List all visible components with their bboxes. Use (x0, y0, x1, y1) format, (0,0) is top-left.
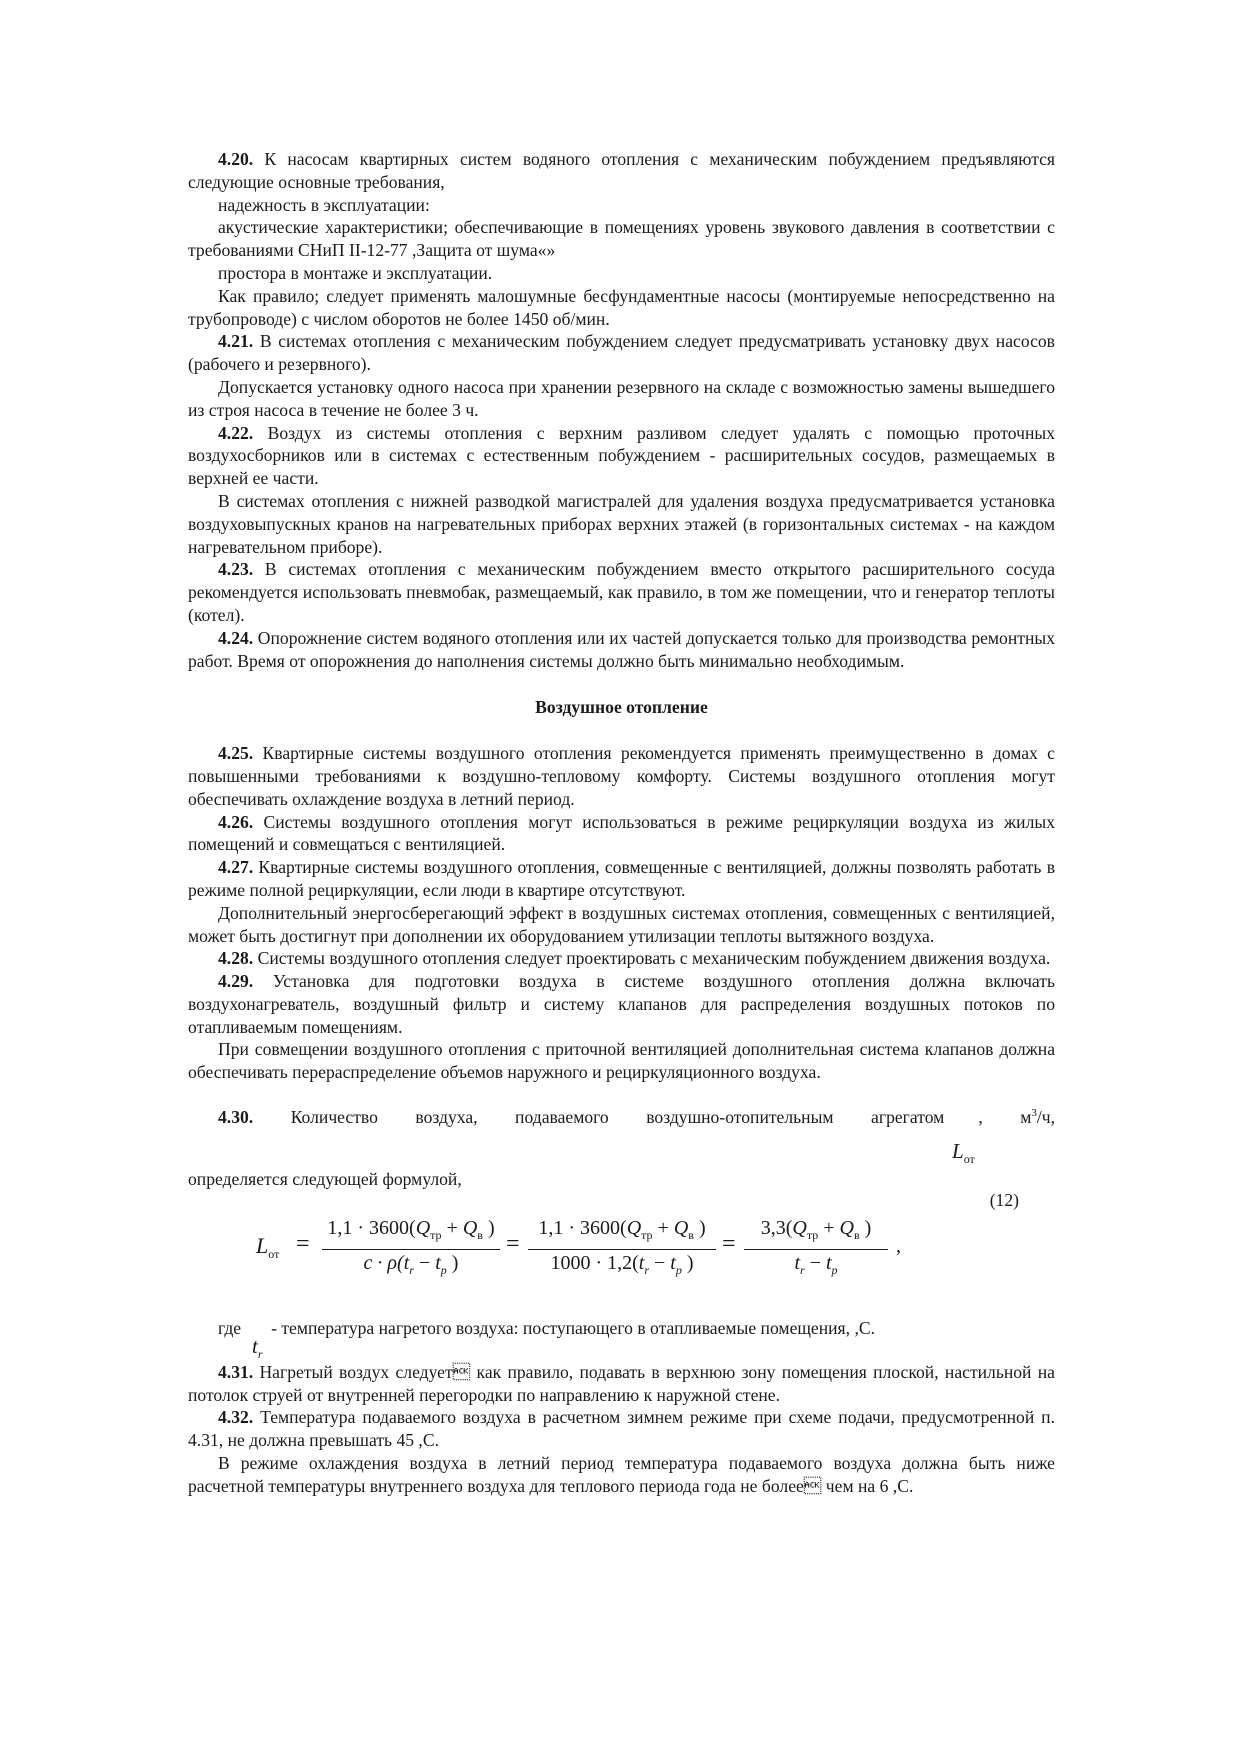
paragraph-text: Дополнительный энергосберегающий эффект в воздушных системах отопления, совмещенных с вентиляцией, может быть достигнут при дополнении их оборудованием утилизации теплоты вытяжного воздуха. (188, 902, 1055, 946)
clause-number: 4.24. (218, 627, 254, 648)
symbol: Q (462, 1216, 478, 1239)
paragraph (188, 194, 1055, 217)
paragraph (188, 490, 1055, 558)
paragraph (188, 1361, 1055, 1407)
symbol-subscript: от (963, 1151, 975, 1166)
paragraph (188, 856, 1055, 902)
subscript: r (409, 1262, 414, 1277)
text: ) (446, 1251, 459, 1274)
paragraph-text: В системах отопления с нижней разводкой магистралей для удаления воздуха предусматривается установка воздуховыпускных кранов на нагревательных приборах верхних этажей (в горизонтальных системах - на каждом нагревательном приборе). (188, 490, 1055, 557)
symbol-subscript: от (268, 1246, 280, 1261)
section-water-heating (188, 148, 1055, 672)
symbol: Q (792, 1216, 807, 1239)
paragraph-text: К насосам квартирных систем водяного отопления с механическим побуждением предъявляются следующие основные требования, (188, 149, 1055, 192)
section-heading: Воздушное отопление (535, 697, 708, 718)
subscript: p (675, 1262, 682, 1277)
symbol-letter: t (252, 1333, 258, 1358)
paragraph (188, 330, 1055, 376)
formula-12 (256, 1217, 1016, 1309)
subscript: тр (430, 1227, 442, 1242)
fraction-denominator (528, 1249, 716, 1282)
symbol: t (825, 1251, 832, 1274)
paragraph-text: Системы воздушного отопления следует проектировать с механическим побуждением движения воздуха. (253, 948, 1051, 969)
paragraph (188, 902, 1055, 948)
symbol: Q (415, 1216, 431, 1239)
symbol: t (435, 1251, 441, 1274)
clause-number: 4.28. (218, 948, 254, 969)
paragraph (188, 376, 1055, 422)
text: c · ρ( (363, 1251, 404, 1274)
clause-number: 4.30. (218, 1106, 254, 1127)
paragraph-text: В режиме охлаждения воздуха в летний период температура подаваемого воздуха должна быть ниже расчетной температуры внутреннего воздуха для теплового периода года не более чем на 6 ,С. (188, 1452, 1055, 1496)
operator: + (818, 1216, 840, 1239)
symbol: Q (839, 1216, 854, 1239)
paragraph-text: Допускается установку одного насоса при хранении резервного на складе с возможностью замены вышедшего из строя насоса в течение не более 3 ч. (188, 376, 1055, 420)
paragraph-text: надежность в эксплуатации: (218, 194, 430, 215)
paragraph-4-30 (188, 1102, 1055, 1129)
paragraph-text: акустические характеристики; обеспечивающие в помещениях уровень звукового давления в соответствии с требованиями СНиП II-12-77 ,Защита от шума«» (188, 217, 1055, 261)
where-description: - температура нагретого воздуха: поступающего в отапливаемые помещения, ,С. (271, 1317, 875, 1338)
equals-sign: = (722, 1230, 736, 1257)
paragraph-text: В системах отопления с механическим побуждением вместо открытого расширительного сосуда рекомендуется использовать пневмобак, размещаемый, как правило, в том же помещении, что и генератор теплоты (котел). (188, 559, 1055, 625)
formula-comma: , (896, 1234, 901, 1257)
text: 1,1 · 3600( (327, 1216, 416, 1239)
clause-number: 4.26. (218, 811, 254, 832)
formula-block (188, 1191, 1055, 1317)
paragraph (188, 1452, 1055, 1498)
subscript: в (688, 1227, 694, 1242)
subscript: в (477, 1227, 483, 1242)
fraction-numerator (528, 1217, 716, 1249)
where-text (188, 1317, 1055, 1340)
fraction-3 (744, 1217, 888, 1282)
paragraph (188, 285, 1055, 331)
equals-sign: = (296, 1230, 310, 1257)
text: ) (859, 1216, 872, 1239)
paragraph-text: Нагретый воздух следует как правило, подавать в верхнюю зону помещения плоской, настильной на потолок струей от внутренней перегородки по направлению к наружной стене. (188, 1361, 1055, 1405)
where-clause (188, 1317, 1055, 1361)
operator: + (441, 1216, 463, 1239)
operator: − (804, 1251, 826, 1274)
paragraph-text: Системы воздушного отопления могут использоваться в режиме рециркуляции воздуха из жилых помещений и совмещаться с вентиляцией. (188, 811, 1055, 855)
paragraph (188, 216, 1055, 262)
paragraph-text: Установка для подготовки воздуха в системе воздушного отопления должна включать воздухонагреватель, воздушный фильтр и систему клапанов для распределения воздушных потоков по отапливаемым помещениям. (188, 971, 1055, 1037)
subscript: p (440, 1262, 447, 1277)
symbol: Q (626, 1216, 642, 1239)
text: 3,3( (760, 1216, 793, 1239)
clause-number: 4.20. (218, 149, 254, 169)
symbol-letter: L (256, 1232, 269, 1258)
equation-number: (12) (989, 1189, 1019, 1210)
clause-number: 4.29. (218, 971, 254, 992)
text: ) (693, 1216, 706, 1239)
operator: − (649, 1251, 671, 1274)
paragraph-text: При совмещении воздушного отопления с приточной вентиляцией дополнительная система клапанов должна обеспечивать перераспределение объемов наружного и рециркуляционного воздуха. (188, 1039, 1055, 1083)
symbol: t (670, 1251, 676, 1274)
paragraph-text: Количество воздуха, подаваемого воздушно-отопительным агрегатом (253, 1106, 945, 1127)
paragraph (188, 1038, 1055, 1084)
text: ) (482, 1216, 495, 1239)
clause-number: 4.32. (218, 1407, 254, 1428)
clause-number: 4.25. (218, 743, 254, 764)
paragraph-text: простора в монтаже и эксплуатации. (218, 262, 493, 283)
paragraph (188, 262, 1055, 285)
paragraph-text: Опорожнение систем водяного отопления или их частей допускается только для производства ремонтных работ. Время от опорожнения до наполнения системы должно быть минимально необходимым. (188, 627, 1055, 671)
fraction-denominator (744, 1249, 888, 1282)
operator: − (413, 1251, 436, 1274)
section-air-heating (188, 742, 1055, 1497)
fraction-numerator (744, 1217, 888, 1249)
paragraph (188, 811, 1055, 857)
unit-text: , м (978, 1106, 1032, 1127)
paragraph-text: Воздух из системы отопления с верхним разливом следует удалять с помощью проточных воздухосборников или в системах с естественным побуждением - расширительных сосудов, размещаемых в верхней ее части. (188, 422, 1055, 489)
text: 1,1 · 3600( (538, 1216, 627, 1239)
paragraph (188, 970, 1055, 1038)
paragraph (188, 422, 1055, 490)
operator: + (652, 1216, 674, 1239)
symbol: t (403, 1251, 410, 1274)
symbol: t (794, 1251, 801, 1274)
subscript: тр (806, 1227, 819, 1242)
fraction-numerator (322, 1217, 500, 1249)
clause-number: 4.21. (218, 331, 254, 352)
paragraph-text: Квартирные системы воздушного отопления, совмещенные с вентиляцией, должны позволять работать в режиме полной рециркуляции, если люди в квартире отсутствуют. (188, 857, 1055, 900)
symbol-letter: L (952, 1138, 964, 1163)
paragraph (188, 627, 1055, 673)
document-body (188, 148, 1055, 1498)
equals-sign: = (506, 1230, 520, 1257)
paragraph-text: Как правило; следует применять малошумные бесфундаментные насосы (монтируемые непосредственно на трубопроводе) с числом оборотов не более 1450 об/мин. (188, 285, 1055, 329)
unit-superscript: 3 (1031, 1106, 1037, 1119)
paragraph (188, 742, 1055, 810)
subscript: в (853, 1227, 860, 1242)
paragraph (188, 558, 1055, 626)
paragraph (188, 1406, 1055, 1452)
clause-number: 4.23. (218, 559, 254, 580)
symbol-line (188, 1138, 1055, 1168)
paragraph-text: Температура подаваемого воздуха в расчетном зимнем режиме при схеме подачи, предусмотренной п. 4.31, не должна превышать 45 ,С. (188, 1407, 1055, 1451)
fraction-1 (322, 1217, 500, 1282)
clause-number: 4.31. (218, 1361, 254, 1382)
text: ) (681, 1251, 694, 1274)
subscript: тр (641, 1227, 653, 1242)
unit-text: /ч, (1036, 1106, 1055, 1127)
paragraph-text: В системах отопления с механическим побуждением следует предусматривать установку двух насосов (рабочего и резервного). (188, 331, 1055, 375)
symbol-subscript: r (257, 1346, 263, 1361)
subscript: r (644, 1262, 650, 1277)
paragraph (188, 148, 1055, 194)
subscript: p (831, 1262, 838, 1277)
formula-lhs (256, 1232, 280, 1266)
paragraph-text: Квартирные системы воздушного отопления рекомендуется применять преимущественно в домах с повышенными требованиями к воздушно-тепловому комфорту. Системы воздушного отопления могут обеспечивать охлаждение воздуха в летний период. (188, 743, 1055, 809)
t-r-symbol (252, 1335, 263, 1366)
fraction-denominator (322, 1249, 500, 1282)
formula-intro: определяется следующей формулой, (188, 1168, 462, 1189)
paragraph (188, 947, 1055, 970)
l-ot-symbol (952, 1140, 975, 1171)
subscript: r (800, 1262, 805, 1277)
clause-number: 4.27. (218, 857, 254, 878)
where-label: где (218, 1317, 242, 1338)
text: 1000 · 1,2( (550, 1251, 639, 1274)
symbol: t (638, 1251, 645, 1274)
fraction-2 (528, 1217, 716, 1282)
clause-number: 4.22. (218, 422, 254, 443)
symbol: Q (673, 1216, 689, 1239)
